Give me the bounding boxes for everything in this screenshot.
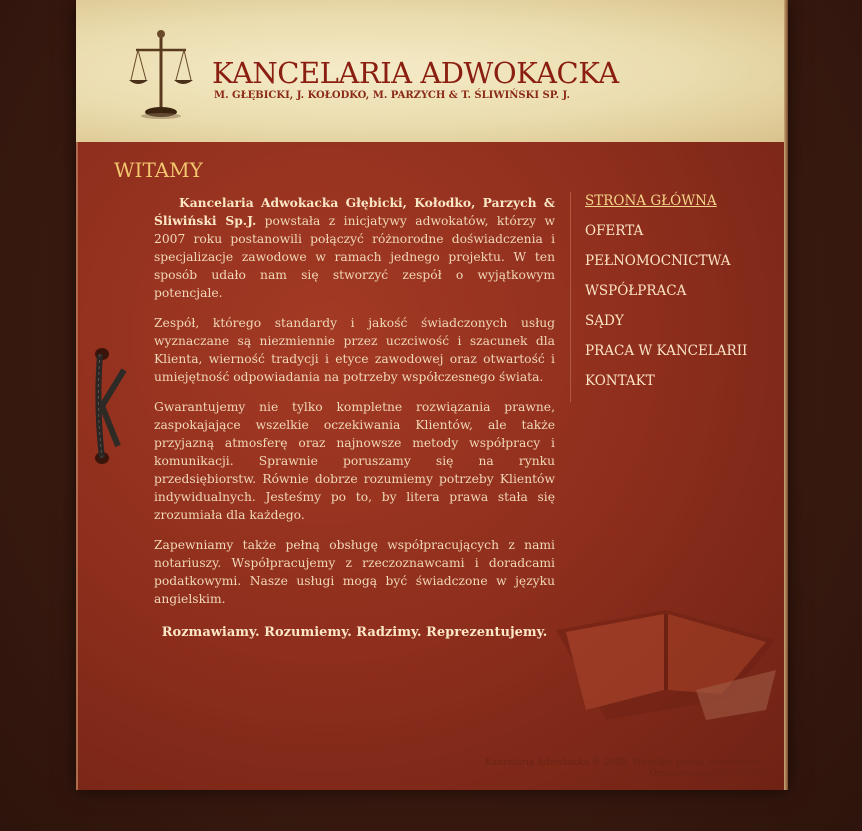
scales-of-justice-icon: [128, 28, 194, 120]
nav-item-courts[interactable]: SĄDY: [585, 313, 624, 329]
motto: Rozmawiamy. Rozumiemy. Radzimy. Reprezentujemy.: [161, 625, 548, 640]
page-right-edge: [784, 0, 788, 790]
team-paragraph: Zespół, którego standardy i jakość świadczonych usług wyznaczane są niezmiennie przez uczciwość i szacunek dla Klienta, wierność tradycji i etyce zawodowej oraz otwartość i umiejętność odpowiadania na potrzeby współczesnego świata.: [154, 316, 555, 384]
page-container: [76, 0, 788, 790]
intro-paragraph: [154, 194, 555, 302]
services-paragraph: Zapewniamy także pełną obsługę współpracujących z nami notariuszy. Współpracujemy z rzeczoznawcami i doradcami podatkowymi. Nasze usługi mogą być świadczone w języku angielskim.: [154, 538, 555, 606]
intro-text: powstała z inicjatywy adwokatów, którzy w 2007 roku postanowili połączyć różnorodne doświadczenia i specjalizacje zawodowe w ramach jednego projektu. W ten sposób udało nam się stworzyć zespół o wyjątkowym potencjale.: [154, 214, 555, 300]
page-heading: WITAMY: [114, 158, 203, 182]
header: [76, 0, 788, 142]
nav-item-contact[interactable]: KONTAKT: [585, 373, 655, 389]
footer: [464, 758, 764, 780]
copyright-text: Kancelaria Adwokacka © 2008. Wszelkie prawa zastrzeżone.: [485, 758, 764, 768]
site-title: KANCELARIA ADWOKACKA: [212, 56, 619, 90]
rope-binding-icon: [90, 346, 130, 466]
nav-item-cooperation[interactable]: WSPÓŁPRACA: [585, 283, 687, 299]
nav-item-home[interactable]: STRONA GŁÓWNA: [585, 193, 717, 209]
main-navigation: [570, 192, 785, 402]
site-subtitle: M. GŁĘBICKI, J. KOŁODKO, M. PARZYCH & T. ŚLIWIŃSKI SP. J.: [214, 90, 570, 101]
firm-name: Kancelaria Adwokacka Głębicki, Kołodko, Parzych & Śliwiński Sp.J.: [154, 195, 555, 228]
nav-item-power-of-attorney[interactable]: PEŁNOMOCNICTWA: [585, 253, 731, 269]
guarantee-paragraph: Gwarantujemy nie tylko kompletne rozwiązania prawne, zaspokajające wszelkie oczekiwania Klientów, ale także przyjazną atmosferę oraz najnowsze metody współpracy i komunikacji. Sprawnie poruszamy się na rynku przedsiębiorstw. Równie dobrze rozumiemy potrzeby Klientów indywidualnych. Jesteśmy po to, by litera prawa stała się zrozumiała dla każdego.: [154, 400, 555, 522]
page-left-edge: [76, 142, 78, 790]
nav-item-careers[interactable]: PRACA W KANCELARII: [585, 343, 748, 359]
nav-item-offer[interactable]: OFERTA: [585, 223, 644, 239]
main-content: [154, 194, 555, 654]
book-icon: [546, 570, 786, 750]
credits-link[interactable]: Opracowanie SOLUTION: [649, 769, 764, 779]
